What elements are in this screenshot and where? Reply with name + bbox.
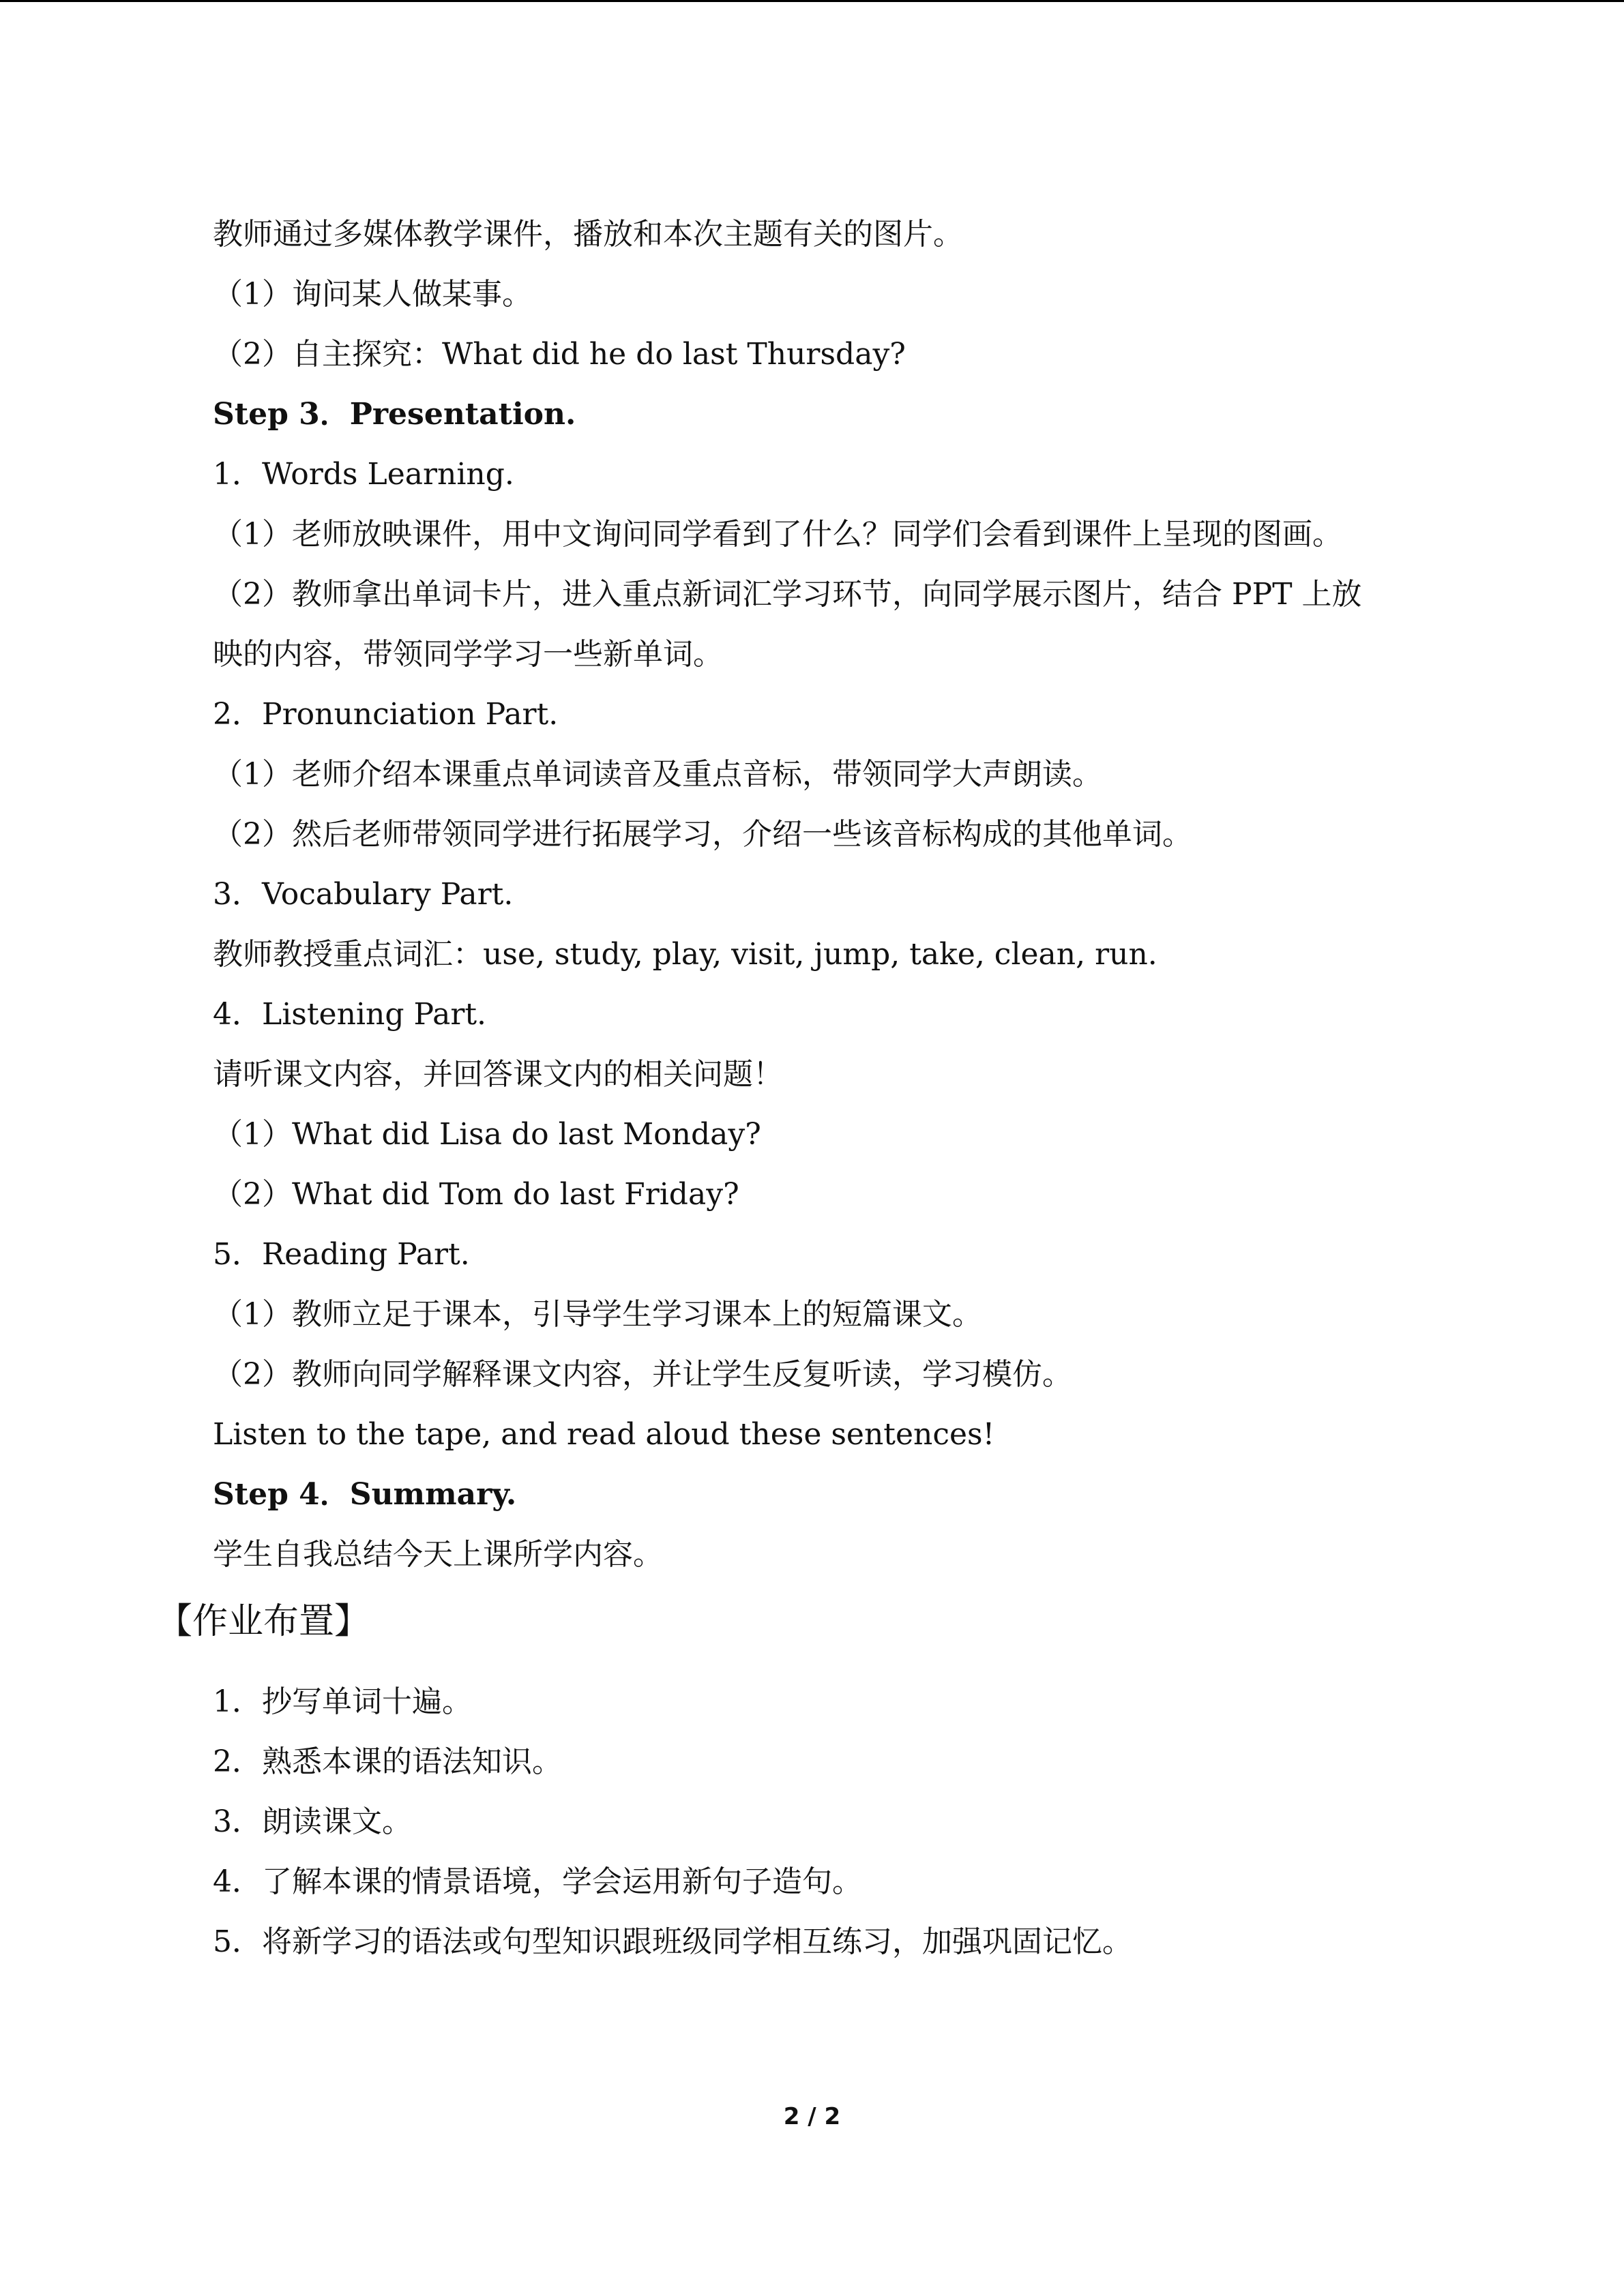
pronunciation-heading: 2．Pronunciation Part.	[213, 697, 559, 732]
reading-heading: 5．Reading Part.	[213, 1237, 470, 1272]
summary-line: 学生自我总结今天上课所学内容。	[213, 1537, 663, 1572]
reading-item-1: （1）教师立足于课本，引导学生学习课本上的短篇课文。	[213, 1297, 982, 1332]
words-learning-item-2: （2）教师拿出单词卡片，进入重点新词汇学习环节，向同学展示图片，结合 PPT 上放	[213, 577, 1362, 612]
warmup-item-2: （2）自主探究：What did he do last Thursday?	[213, 337, 906, 372]
vocabulary-words: 教师教授重点词汇：use, study, play, visit, jump, take, clean, run.	[213, 937, 1157, 972]
step-3-heading: Step 3．Presentation.	[213, 397, 576, 432]
words-learning-item-2-continued: 映的内容，带领同学学习一些新单词。	[213, 637, 723, 672]
homework-item: 3．朗读课文。	[213, 1804, 412, 1839]
homework-item: 5．将新学习的语法或句型知识跟班级同学相互练习，加强巩固记忆。	[213, 1924, 1132, 1959]
step-4-heading: Step 4．Summary.	[213, 1477, 517, 1512]
top-border-line	[0, 0, 1624, 2]
vocabulary-heading: 3．Vocabulary Part.	[213, 877, 514, 912]
listening-heading: 4．Listening Part.	[213, 997, 487, 1032]
reading-item-2: （2）教师向同学解释课文内容，并让学生反复听读，学习模仿。	[213, 1357, 1072, 1392]
warmup-item-1: （1）询问某人做某事。	[213, 277, 532, 312]
words-learning-heading: 1．Words Learning.	[213, 457, 514, 492]
lesson-steps-body	[213, 205, 1509, 1585]
pronunciation-item-1: （1）老师介绍本课重点单词读音及重点音标，带领同学大声朗读。	[213, 757, 1102, 792]
homework-item: 2．熟悉本课的语法知识。	[213, 1744, 562, 1779]
pronunciation-item-2: （2）然后老师带领同学进行拓展学习，介绍一些该音标构成的其他单词。	[213, 817, 1192, 852]
reading-instruction: Listen to the tape, and read aloud these sentences!	[213, 1417, 995, 1452]
listening-question-1: （1）What did Lisa do last Monday?	[213, 1117, 761, 1152]
homework-item: 1．抄写单词十遍。	[213, 1684, 472, 1719]
homework-list	[213, 1672, 1509, 1972]
words-learning-item-1: （1）老师放映课件，用中文询问同学看到了什么？同学们会看到课件上呈现的图画。	[213, 517, 1342, 552]
intro-line: 教师通过多媒体教学课件，播放和本次主题有关的图片。	[213, 217, 963, 252]
homework-heading: 【作业布置】	[157, 1601, 370, 1642]
listening-question-2: （2）What did Tom do last Friday?	[213, 1177, 739, 1212]
listening-instruction: 请听课文内容，并回答课文内的相关问题！	[213, 1057, 783, 1092]
page-number: 2 / 2	[783, 2103, 841, 2130]
homework-item: 4．了解本课的情景语境，学会运用新句子造句。	[213, 1864, 862, 1899]
